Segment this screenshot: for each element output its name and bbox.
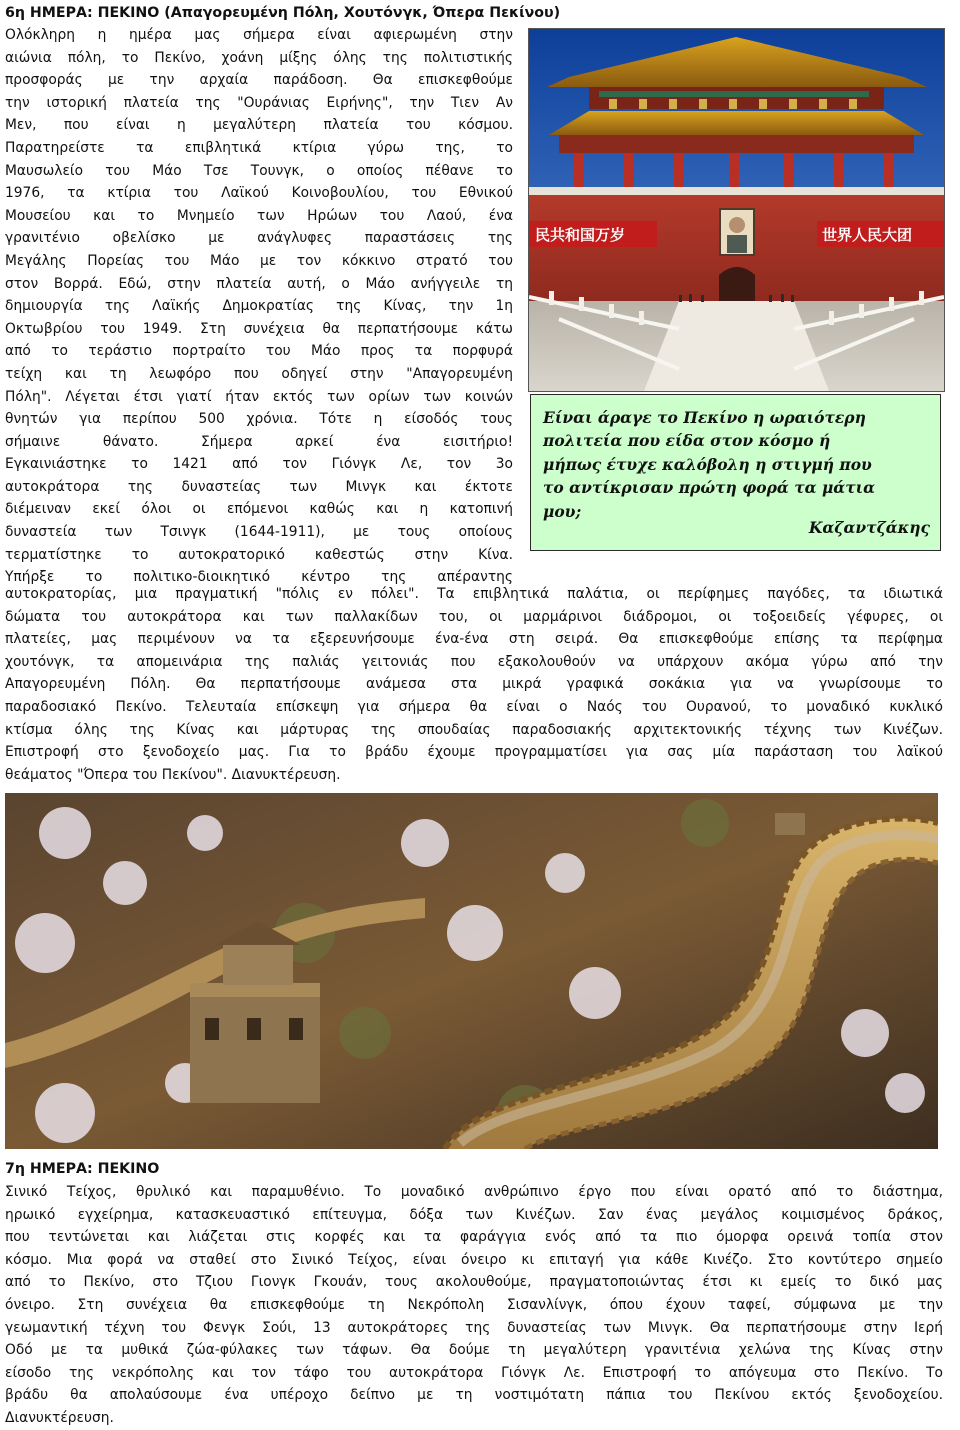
day7-text [5,1181,943,1430]
quote-line: το αντίκρισαν πρώτη φορά τα μάτια [543,478,876,498]
text-line: δώματα του αυτοκράτορα και των παλλακίδων του, οι μαρμάρινοι διάδρομοι, οι τοξοειδείς γέφυρες, οι [5,608,943,625]
text-line: διέμειναν εκεί όλοι οι επόμενοι καθώς και η κατοπινή [5,501,513,518]
text-line: παραδοσιακό Πεκίνο. Τελευταία επίσκεψη για σήμερα θα είναι ο Ναός του Ουρανού, το μοναδικό κυκλικό [5,698,943,715]
text-line: γεωμαντική τέχνη του Φενγκ Σούι, 13 αυτοκράτορες της δυναστείας των Μινγκ. Θα περπατήσουμε στην Ιερή [5,1319,943,1336]
text-line: δημιουργία της Λαϊκής Δημοκρατίας της Κίνας, την 1η [5,298,513,315]
text-line: Μεν, που είναι η μεγαλύτερη πλατεία του κόσμου. [5,117,513,134]
text-line: είσοδο της νεκρόπολης και τον τάφο του αυτοκράτορα Γιόνγκ Λε. Επιστροφή το απόγευμα στο Πεκίνο. Το [5,1364,943,1381]
text-line: όνειρο. Στη συνέχεια θα επισκεφθούμε τη Νεκρόπολη Σισανλίνγκ, όπου έχουν ταφεί, σύμφωνα με την [5,1296,943,1313]
text-line: αυτοκράτορα της δυναστείας των Μινγκ και έκτοτε [5,478,513,495]
text-line: κτίσμα όλης της Κίνας και μάρτυρας της σπουδαίας παραδοσιακής αρχιτεκτονικής τέχνης των Κινέζων. [5,721,943,738]
text-line: Υπήρξε το πολιτικο-διοικητικό κέντρο της απέραντης [5,569,513,586]
text-line: αυτοκρατορίας, μια πραγματική "πόλις εν πόλει". Τα επιβλητικά παλάτια, οι περίφημες παγόδες, τα ιδιωτικά [5,586,943,602]
text-line: Μεγάλης Πορείας του Μάο με τον κόκκινο στρατό του [5,252,513,269]
text-line: δυναστεία των Τσινγκ (1644-1911), με τους οποίους [5,524,513,541]
text-line: κόσμο. Μια φορά να σταθεί στο Σινικό Τείχος, είναι όνειρο κι επιταγή για κάθε Κινέζο. Στο κοντύτερο σημείο [5,1251,943,1268]
text-line: Επιστροφή στο ξενοδοχείο μας. Για το βράδυ έχουμε προγραμματίσει για σας μία παράσταση του λαϊκού [5,744,943,761]
text-line: Διανυκτέρευση. [5,1409,114,1426]
quote-line: μου; [543,501,582,521]
text-line: χουτόνγκ, τα απομεινάρια της παλιάς γειτονιάς που εξακολουθούν να υπάρχουν ακόμα γύρω από την [5,653,943,670]
day7-title: 7η ΗΜΕΡΑ: ΠΕΚΙΝΟ [5,1161,160,1177]
text-line: πλατείες, μας περιμένουν να τα εξερευνήσουμε ένα-ένα στη σειρά. Θα επισκεφθούμε επίσης τα περίφημα [5,631,943,648]
day6-text-full [5,583,943,786]
text-line: Μουσείου και το Μνημείο των Ηρώων του Λαού, ένα [5,207,513,224]
text-line: στον Βορρά. Εδώ, στην πλατεία αυτή, ο Μάο ανήγγειλε τη [5,275,513,292]
text-line: Μαυσωλείο του Μάο Τσε Τουνγκ, ο οποίος πέθανε το [5,162,513,179]
quote-author: Καζαντζάκης [808,517,930,537]
text-line: Οκτωβρίου του 1949. Στη συνέχεια θα περπατήσουμε κάτω [5,320,513,337]
text-line: προσφοράς με την αρχαία παράδοση. Θα επισκεφθούμε [5,72,513,89]
text-line: Παρατηρείστε τα επιβλητικά κτίρια γύρω της, το [5,139,513,156]
text-line: σήμαινε θάνατο. Σήμερα αρκεί ένα εισιτήριο! [5,433,513,450]
text-line: από το Πεκίνο, στο Τζιου Γιονγκ Γκουάν, τους ακολουθούμε, πραγματοποιώντας έτσι κι εμείς το δικό μας [5,1274,943,1291]
tiananmen-gate-photo [528,28,945,392]
text-line: 1976, τα κτίρια του Λαϊκού Κοινοβουλίου, του Εθνικού [5,185,513,202]
quote-line: Είναι άραγε το Πεκίνο η ωραιότερη [543,408,866,427]
day6-title: 6η ΗΜΕΡΑ: ΠΕΚΙΝΟ (Απαγορευμένη Πόλη, Χουτόνγκ, Όπερα Πεκίνου) [5,5,561,21]
banner-right-text: 世界人民大团 [822,226,913,244]
text-line: ηρωικό εγχείρημα, κατασκευαστικό επίτευγμα, δόξα των Κινέζων. Σαν ένας μεγάλος κοιμισμένος δράκος, [5,1206,943,1223]
day6-text-narrow [5,24,513,589]
quote-line: πολιτεία που είδα στον κόσμο ή [543,431,831,451]
text-line: Οδό με τα μυθικά ζώα-φύλακες των τάφων. Θα δούμε τη μεγαλύτερη γρανιτένια χελώνα της Κίνας στην [5,1342,943,1359]
text-line: από το τεράστιο πορτραίτο του Μάο προς τα πορφυρά [5,343,513,360]
text-line: θνητών για περίπου 500 χρόνια. Τότε η είσοδός τους [5,411,513,428]
text-line: γρανιτένιο οβελίσκο με ανάγλυφες παραστάσεις της [5,230,513,247]
text-line: την ιστορική πλατεία της "Ουράνιας Ειρήνης", την Τιεν Αν [5,94,513,111]
text-line: που τεντώνεται και λιάζεται στις κορφές και τα φαράγγια ενός από τα πιο όμορφα ορεινά τοπία στον [5,1229,943,1246]
banner-left-text: 民共和国万岁 [535,226,626,244]
text-line: βράδυ θα απολαύσουμε ένα υπέροχο δείπνο με τη νοστιμότατη πάπια του Πεκίνου εκτός ξενοδοχείου. [5,1387,943,1404]
text-line: Ολόκληρη η ημέρα μας σήμερα είναι αφιερωμένη στην [5,27,513,43]
text-line: θεάματος "Όπερα του Πεκίνου". Διανυκτέρευση. [5,766,341,783]
text-line: τείχη και τη λεωφόρο που οδηγεί στην "Απαγορευμένη [5,365,513,382]
text-line: Πόλη". Λέγεται έτσι γιατί ήταν εκτός των ορίων των κοινών [5,388,513,405]
text-line: αιώνια πόλη, το Πεκίνο, χοάνη μίξης όλης της πολιτιστικής [5,49,513,66]
text-line: Απαγορευμένη Πόλη. Θα περπατήσουμε ανάμεσα στα μικρά γραφικά σοκάκια για να γνωρίσουμε το [5,676,943,693]
quote-line: μήπως έτυχε καλόβολη η στιγμή που [543,454,872,474]
text-line: Σινικό Τείχος, θρυλικό και παραμυθένιο. Το μοναδικό ανθρώπινο έργο που είναι ορατό από το διάστημα, [5,1184,943,1200]
great-wall-photo [5,793,938,1149]
text-line: Εγκαινιάστηκε το 1421 από τον Γιόνγκ Λε, τον 3ο [5,456,513,473]
kazantzakis-quote-box [530,394,941,551]
text-line: τερματίστηκε το αυτοκρατορικό καθεστώς στην Κίνα. [5,546,513,563]
